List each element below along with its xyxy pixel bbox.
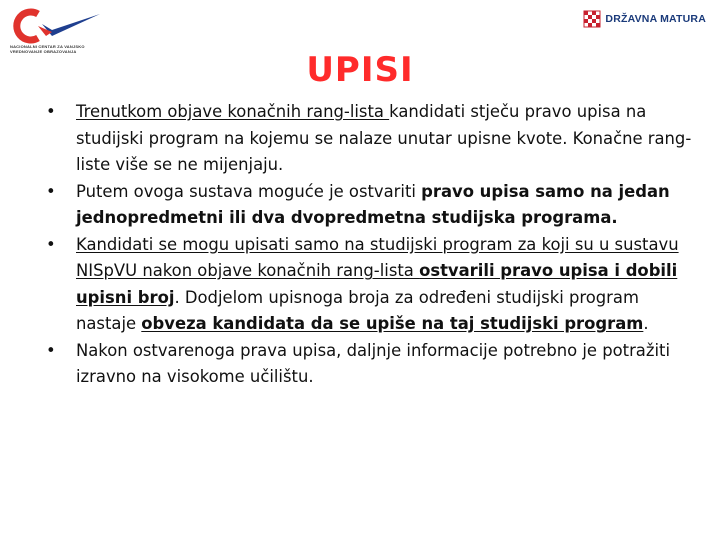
- bullet-item: [44, 338, 704, 391]
- bullet-item: [44, 232, 704, 338]
- bullet-3-underlined: Kandidati se mogu upisati samo na studijski program za koji su u sustavu NISpVU nakon objave konačnih rang-lista: [76, 234, 679, 280]
- ncvvo-logo-text: NACIONALNI CENTAR ZA VANJSKO VREDNOVANJE OBRAZOVANJA: [10, 44, 85, 54]
- bullet-4-text: Nakon ostvarenoga prava upisa, daljnje informacije potrebno je potražiti izravno na visokome učilištu.: [76, 340, 670, 386]
- bullet-list: [44, 99, 704, 391]
- bullet-2-bold: pravo upisa samo na jedan jednopredmetni ili dva dvopredmetna studijska programa.: [76, 181, 670, 227]
- bullet-item: [44, 179, 704, 232]
- croatian-coat-of-arms-icon: [583, 10, 601, 28]
- bullet-item: [44, 99, 704, 179]
- bullet-3-bold-underlined-2: obveza kandidata da se upiše na taj studijski program: [141, 314, 644, 333]
- drzavna-matura-logo: [583, 8, 706, 30]
- bullet-3-end: .: [643, 314, 649, 333]
- bullet-3-bold-underlined: ostvarili pravo upisa i dobili upisni broj: [76, 261, 678, 307]
- page-title: UPISI: [306, 50, 414, 90]
- bullet-2-text: Putem ovoga sustava moguće je ostvariti: [76, 181, 422, 201]
- drzavna-matura-text: DRŽAVNA MATURA: [605, 13, 706, 25]
- bullet-1-text: kandidati stječu pravo upisa na studijski program na kojemu se nalaze unutar upisne kvote. Konačne rang-liste više se ne mijenjaju.: [76, 102, 692, 174]
- bullet-1-underlined: Trenutkom objave konačnih rang-lista: [76, 102, 390, 121]
- ncvvo-logo-icon: [8, 8, 108, 44]
- bullet-3-text: . Dodjelom upisnoga broja za određeni studijski program nastaje: [76, 287, 639, 333]
